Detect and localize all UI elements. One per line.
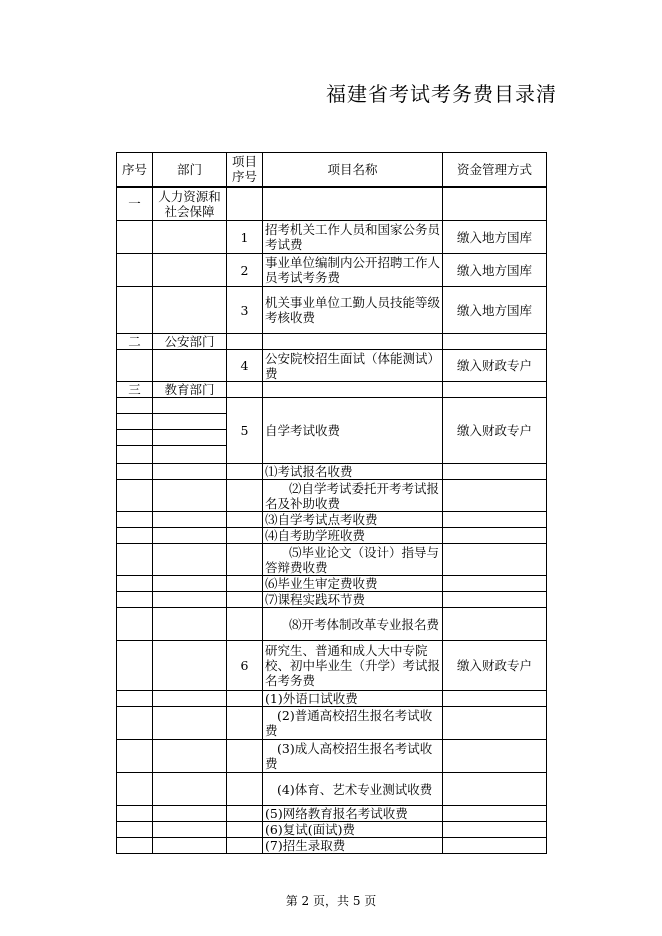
cell-item-name: ⑵自学考试委托开考考试报名及补助收费 (263, 480, 443, 512)
cell-dept (153, 528, 227, 544)
cell-item-name: (3)成人高校招生报名考试收费 (263, 740, 443, 773)
cell-dept (153, 773, 227, 806)
cell-item-name: 自学考试收费 (263, 398, 443, 464)
cell-seq (117, 592, 153, 608)
cell-fund: 缴入地方国库 (443, 221, 547, 254)
cell-seq (117, 608, 153, 641)
cell-item-name: 招考机关工作人员和国家公务员考试费 (263, 221, 443, 254)
table-row (117, 544, 547, 576)
cell-seq (117, 576, 153, 592)
cell-item-name: (5)网络教育报名考试收费 (263, 806, 443, 822)
table-row (117, 528, 547, 544)
cell-fund: 缴入财政专户 (443, 398, 547, 464)
cell-dept (153, 592, 227, 608)
cell-seq (117, 464, 153, 480)
cell-blank (153, 430, 227, 446)
cell-dept (153, 641, 227, 691)
cell-seq (117, 350, 153, 382)
cell-item-name (263, 334, 443, 350)
cell-seq (117, 544, 153, 576)
cell-dept (153, 464, 227, 480)
cell-item-no (227, 822, 263, 838)
table-row (117, 221, 547, 254)
cell-item-no (227, 528, 263, 544)
cell-item-name: 事业单位编制内公开招聘工作人员考试考务费 (263, 254, 443, 287)
cell-item-no (227, 544, 263, 576)
cell-item-no (227, 608, 263, 641)
cell-item-no: 2 (227, 254, 263, 287)
cell-item-name: (7)招生录取费 (263, 838, 443, 854)
cell-seq (117, 806, 153, 822)
cell-dept (153, 822, 227, 838)
cell-item-name: ⑻开考体制改革专业报名费 (263, 608, 443, 641)
cell-blank (117, 430, 153, 446)
cell-fund (443, 480, 547, 512)
cell-fund (443, 822, 547, 838)
cell-dept (153, 608, 227, 641)
cell-fund (443, 806, 547, 822)
cell-seq (117, 287, 153, 334)
cell-seq (117, 254, 153, 287)
cell-fund (443, 544, 547, 576)
cell-item-name: 机关事业单位工勤人员技能等级考核收费 (263, 287, 443, 334)
cell-item-name: ⑸毕业论文（设计）指导与答辩费收费 (263, 544, 443, 576)
cell-seq: 三 (117, 382, 153, 398)
cell-dept (153, 576, 227, 592)
cell-fund (443, 187, 547, 221)
cell-seq (117, 512, 153, 528)
page-title: 福建省考试考务费目录清 (326, 82, 557, 106)
cell-seq (117, 221, 153, 254)
cell-fund: 缴入财政专户 (443, 350, 547, 382)
cell-blank (117, 414, 153, 430)
cell-item-name: 公安院校招生面试（体能测试）费 (263, 350, 443, 382)
cell-item-no (227, 806, 263, 822)
cell-dept (153, 287, 227, 334)
cell-blank (153, 446, 227, 464)
cell-item-no (227, 691, 263, 707)
cell-fund (443, 382, 547, 398)
table-header-row (117, 153, 547, 187)
cell-seq: 二 (117, 334, 153, 350)
cell-item-name (263, 382, 443, 398)
cell-item-name: (6)复试(面试)费 (263, 822, 443, 838)
cell-dept (153, 398, 227, 414)
cell-dept: 教育部门 (153, 382, 227, 398)
table-row (117, 334, 547, 350)
cell-item-no (227, 187, 263, 221)
cell-item-no: 4 (227, 350, 263, 382)
table-row (117, 691, 547, 707)
cell-seq (117, 822, 153, 838)
cell-item-no (227, 740, 263, 773)
cell-seq: 一 (117, 187, 153, 221)
cell-dept: 人力资源和社会保障 (153, 187, 227, 221)
cell-item-no: 3 (227, 287, 263, 334)
cell-fund (443, 528, 547, 544)
cell-dept: 公安部门 (153, 334, 227, 350)
table-row (117, 740, 547, 773)
table-row (117, 641, 547, 691)
header-fund: 资金管理方式 (443, 153, 547, 187)
cell-seq (117, 691, 153, 707)
table-row (117, 464, 547, 480)
cell-fund (443, 464, 547, 480)
cell-seq (117, 641, 153, 691)
cell-item-name: ⑹毕业生审定费收费 (263, 576, 443, 592)
cell-seq (117, 740, 153, 773)
cell-item-name (263, 187, 443, 221)
cell-blank (117, 446, 153, 464)
cell-dept (153, 707, 227, 740)
cell-item-no (227, 512, 263, 528)
cell-item-no (227, 576, 263, 592)
table-row (117, 254, 547, 287)
cell-fund (443, 691, 547, 707)
page-footer: 第 2 页，共 5 页 (285, 894, 377, 908)
cell-dept (153, 480, 227, 512)
cell-item-name: (2)普通高校招生报名考试收费 (263, 707, 443, 740)
cell-fund: 缴入地方国库 (443, 254, 547, 287)
header-item-no: 项目序号 (227, 153, 263, 187)
header-item-name: 项目名称 (263, 153, 443, 187)
cell-item-no (227, 464, 263, 480)
cell-item-no (227, 382, 263, 398)
table-row (117, 608, 547, 641)
table-row (117, 382, 547, 398)
cell-fund (443, 576, 547, 592)
cell-seq (117, 528, 153, 544)
cell-item-no (227, 838, 263, 854)
table-row (117, 806, 547, 822)
cell-seq (117, 838, 153, 854)
cell-item-name: (4)体育、艺术专业测试收费 (263, 773, 443, 806)
table-row (117, 822, 547, 838)
cell-seq (117, 707, 153, 740)
header-dept: 部门 (153, 153, 227, 187)
cell-seq (117, 773, 153, 806)
cell-item-name: 研究生、普通和成人大中专院校、初中毕业生（升学）考试报名考务费 (263, 641, 443, 691)
table-row (117, 592, 547, 608)
table-row (117, 512, 547, 528)
cell-item-no (227, 480, 263, 512)
cell-fund: 缴入地方国库 (443, 287, 547, 334)
cell-item-no: 5 (227, 398, 263, 464)
cell-fund (443, 512, 547, 528)
cell-dept (153, 806, 227, 822)
table-row (117, 576, 547, 592)
cell-item-name: (1)外语口试收费 (263, 691, 443, 707)
cell-seq (117, 480, 153, 512)
cell-dept (153, 512, 227, 528)
cell-fund (443, 707, 547, 740)
cell-fund (443, 334, 547, 350)
cell-item-no (227, 773, 263, 806)
cell-fund: 缴入财政专户 (443, 641, 547, 691)
cell-item-name: ⑷自考助学班收费 (263, 528, 443, 544)
cell-fund (443, 740, 547, 773)
table-row (117, 398, 547, 414)
cell-item-no (227, 592, 263, 608)
cell-item-name: ⑴考试报名收费 (263, 464, 443, 480)
table-row (117, 480, 547, 512)
cell-item-name: ⑶自学考试点考收费 (263, 512, 443, 528)
header-seq: 序号 (117, 153, 153, 187)
table-row (117, 187, 547, 221)
cell-dept (153, 544, 227, 576)
cell-dept (153, 838, 227, 854)
cell-fund (443, 608, 547, 641)
fee-table (116, 152, 547, 854)
cell-seq (117, 398, 153, 414)
cell-dept (153, 691, 227, 707)
table-row (117, 773, 547, 806)
table-row (117, 838, 547, 854)
cell-dept (153, 350, 227, 382)
cell-item-no (227, 334, 263, 350)
cell-item-no: 1 (227, 221, 263, 254)
cell-fund (443, 773, 547, 806)
cell-dept (153, 254, 227, 287)
cell-dept (153, 740, 227, 773)
table-row (117, 707, 547, 740)
cell-dept (153, 221, 227, 254)
cell-fund (443, 592, 547, 608)
cell-item-no (227, 707, 263, 740)
cell-item-name: ⑺课程实践环节费 (263, 592, 443, 608)
cell-item-no: 6 (227, 641, 263, 691)
table-row (117, 287, 547, 334)
table-row (117, 350, 547, 382)
cell-fund (443, 838, 547, 854)
cell-blank (153, 414, 227, 430)
